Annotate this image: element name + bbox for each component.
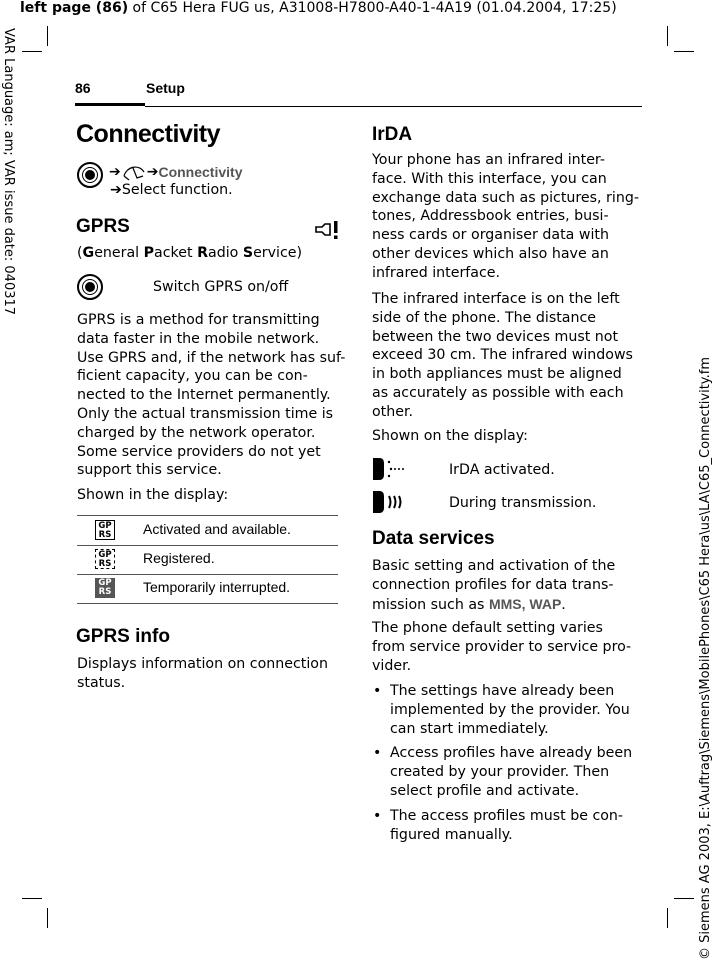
joystick-icon bbox=[77, 162, 103, 188]
data-line: The phone default setting varies bbox=[372, 620, 603, 636]
gprs-description bbox=[77, 311, 347, 480]
desc-line: GPRS is a method for transmitting bbox=[77, 312, 320, 328]
table-cell-text: Temporarily interrupted. bbox=[143, 579, 291, 595]
shown-on-display: Shown on the display: bbox=[372, 428, 528, 444]
irda-active-icon bbox=[372, 456, 408, 482]
table-cell-text: Registered. bbox=[143, 550, 215, 566]
bullet-item bbox=[390, 744, 660, 800]
irda-line: Your phone has an infrared inter- bbox=[372, 152, 605, 168]
file-info-rest: of C65 Hera FUG us, A31008-H7800-A40-1-4A19 (01.04.2004, 17:25) bbox=[128, 0, 617, 16]
data-services-paragraph-1 bbox=[372, 557, 652, 614]
info-line: Displays information on connection bbox=[77, 656, 328, 672]
crop-mark bbox=[667, 26, 668, 46]
bullet-line: The access profiles must be con- bbox=[390, 808, 624, 824]
gprs-registered-icon: GP RS bbox=[95, 549, 115, 569]
crop-mark bbox=[674, 898, 694, 899]
letter-g: G bbox=[82, 245, 95, 261]
data-line: vider. bbox=[372, 657, 412, 674]
info-line: status. bbox=[77, 674, 126, 691]
desc-line: Some service providers do not yet bbox=[77, 443, 321, 460]
irda-line: as accurately as possible with each bbox=[372, 384, 624, 401]
word-service: ervice) bbox=[253, 245, 303, 261]
letter-s: S bbox=[242, 245, 254, 261]
desc-line: nected to the Internet permanently. bbox=[77, 387, 331, 404]
joystick-icon-2 bbox=[77, 274, 103, 300]
data-services-heading: Data services bbox=[372, 528, 495, 549]
desc-line: support this service. bbox=[77, 462, 222, 479]
crop-mark bbox=[667, 908, 668, 928]
irda-transmission-icon bbox=[372, 489, 408, 515]
data-line bbox=[372, 595, 652, 615]
bullet-item bbox=[390, 682, 660, 738]
header-rule-thick bbox=[75, 103, 145, 106]
letter-r: R bbox=[197, 245, 208, 261]
header-rule-thin bbox=[145, 106, 642, 107]
data-line: Basic setting and activation of the bbox=[372, 558, 616, 574]
table-cell-text: Activated and available. bbox=[143, 521, 291, 537]
word-packet: acket bbox=[154, 245, 198, 261]
gprs-info-text bbox=[77, 655, 328, 693]
data-line: connection profiles for data trans- bbox=[372, 576, 614, 593]
bullet-marker: • bbox=[373, 683, 382, 699]
provider-dependent-icon bbox=[314, 219, 342, 241]
desc-line: Use GPRS and, if the network has suf- bbox=[77, 349, 346, 366]
irda-activated-text: IrDA activated. bbox=[449, 462, 555, 478]
desc-line: data faster in the mobile network. bbox=[77, 330, 320, 347]
gprs-active-icon: GP RS bbox=[95, 520, 115, 540]
irda-line: infrared interface. bbox=[372, 264, 501, 281]
gprs-expansion bbox=[77, 244, 302, 263]
menu-path bbox=[109, 162, 242, 182]
crop-mark bbox=[674, 51, 694, 52]
crop-mark bbox=[47, 26, 48, 46]
crop-mark bbox=[22, 898, 42, 899]
bullet-line: The settings have already been bbox=[390, 683, 615, 699]
data-line: from service provider to service pro- bbox=[372, 638, 632, 655]
irda-paragraph-1 bbox=[372, 151, 652, 283]
irda-line: tones, Addressbook entries, busi- bbox=[372, 208, 609, 225]
table-row bbox=[77, 516, 338, 546]
gprs-info-heading: GPRS info bbox=[76, 626, 170, 647]
word-general: eneral bbox=[94, 245, 144, 261]
bullet-line: created by your provider. Then bbox=[390, 763, 610, 780]
irda-line: side of the phone. The distance bbox=[372, 309, 596, 326]
desc-line: ficient capacity, you can be con- bbox=[77, 368, 308, 385]
desc-line: Only the actual transmission time is bbox=[77, 405, 334, 422]
setup-icon bbox=[121, 162, 147, 182]
irda-line: face. With this interface, you can bbox=[372, 170, 607, 187]
irda-line: exchange data such as pictures, ring- bbox=[372, 189, 639, 206]
copyright-text: © Siemens AG 2003, E:\Auftrag\Siemens\MobilePhones\C65 Hera\us\LA\C65_Connectivity.fm bbox=[698, 356, 713, 960]
file-info-line bbox=[20, 0, 617, 16]
word-radio: adio bbox=[208, 245, 243, 261]
language-issue-sidebar bbox=[2, 28, 16, 368]
table-row bbox=[77, 545, 338, 575]
irda-line: in both appliances must be aligned bbox=[372, 366, 622, 383]
paren: ( bbox=[77, 245, 83, 261]
copyright-sidebar bbox=[698, 356, 713, 960]
file-info-bold: left page (86) bbox=[20, 0, 129, 16]
path-instruction: ➔Select function. bbox=[110, 182, 233, 198]
arrow-icon: ➔ bbox=[109, 164, 121, 180]
letter-p: P bbox=[143, 245, 155, 261]
irda-line: ness cards or organiser data with bbox=[372, 227, 609, 244]
shown-in-display: Shown in the display: bbox=[77, 487, 229, 503]
bullet-line: figured manually. bbox=[390, 826, 513, 843]
irda-paragraph-2 bbox=[372, 290, 652, 422]
irda-line: other. bbox=[372, 403, 414, 420]
gprs-heading: GPRS bbox=[76, 216, 130, 237]
bullet-line: can start immediately. bbox=[390, 720, 549, 737]
path-connectivity: Connectivity bbox=[158, 164, 243, 180]
bullet-item bbox=[390, 807, 660, 845]
crop-mark bbox=[22, 51, 42, 52]
bullet-line: implemented by the provider. You bbox=[390, 701, 630, 718]
mms-wap-label: MMS, WAP bbox=[488, 595, 562, 612]
irda-transmission-text: During transmission. bbox=[449, 495, 597, 511]
data-services-paragraph-2 bbox=[372, 619, 652, 675]
irda-line: other devices which also have an bbox=[372, 245, 609, 262]
table-row bbox=[77, 574, 338, 604]
period: . bbox=[561, 596, 566, 613]
irda-heading: IrDA bbox=[372, 124, 413, 145]
page-number: 86 bbox=[75, 80, 91, 96]
irda-line: between the two devices must not bbox=[372, 328, 619, 345]
arrow-icon-2: ➔ bbox=[146, 164, 159, 180]
desc-line: charged by the network operator. bbox=[77, 424, 316, 441]
irda-line: exceed 30 cm. The infrared windows bbox=[372, 347, 633, 364]
bullet-marker: • bbox=[373, 808, 382, 824]
section-title: Setup bbox=[146, 80, 185, 96]
language-issue-text: VAR Language: am; VAR issue date: 040317 bbox=[1, 28, 16, 316]
bullet-marker: • bbox=[373, 745, 382, 761]
irda-line: The infrared interface is on the left bbox=[372, 291, 620, 307]
data-line-tail: mission such as bbox=[372, 596, 489, 613]
page-title: Connectivity bbox=[76, 120, 221, 148]
bullet-line: Access profiles have already been bbox=[390, 745, 633, 761]
gprs-interrupted-icon: GP RS bbox=[95, 578, 115, 598]
crop-mark bbox=[47, 908, 48, 928]
bullet-line: select profile and activate. bbox=[390, 782, 580, 799]
switch-gprs-text: Switch GPRS on/off bbox=[153, 279, 289, 295]
